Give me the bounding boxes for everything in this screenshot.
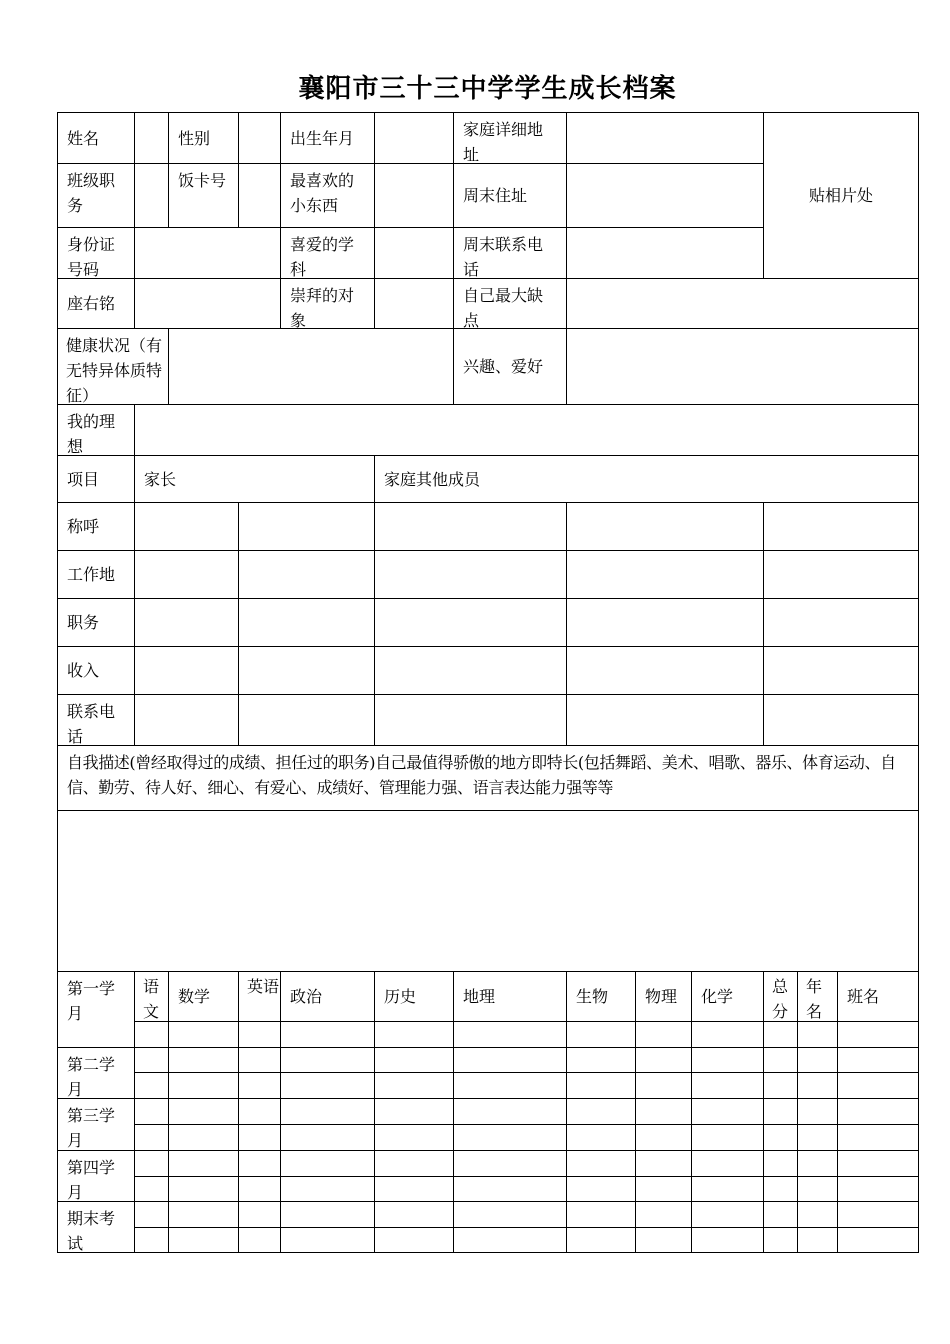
- id-number-label-text: 身份证号码: [67, 235, 116, 279]
- grade-cell[interactable]: [134, 1047, 169, 1073]
- grade-period-label-text: 第四学月: [67, 1158, 116, 1202]
- grade-cell[interactable]: [837, 1047, 919, 1073]
- favorite-subject-label-text: 喜爱的学科: [290, 235, 355, 279]
- grade-period-label: [57, 1201, 135, 1253]
- weekend-phone-label: [453, 227, 567, 279]
- family-row-label: [57, 598, 135, 647]
- birth-label: [280, 112, 375, 164]
- subject-header-text: 地理: [463, 987, 496, 1006]
- gender-label: [168, 112, 239, 164]
- grade-cell[interactable]: [566, 1047, 636, 1073]
- family-cell[interactable]: [238, 502, 375, 551]
- grade-cell[interactable]: [797, 1227, 838, 1253]
- gender-input[interactable]: [238, 112, 281, 164]
- subject-header-text: 语文: [143, 977, 160, 1021]
- ideal-label-text: 我的理想: [67, 412, 116, 456]
- health-label: [57, 328, 169, 405]
- grade-cell[interactable]: [374, 1098, 454, 1125]
- weakness-label: [453, 278, 567, 329]
- grade-cell[interactable]: [763, 1072, 798, 1099]
- grade-cell[interactable]: [280, 1047, 375, 1073]
- name-label-text: 姓名: [67, 128, 100, 148]
- hobby-label-text: 兴趣、爱好: [463, 357, 544, 376]
- grade-cell[interactable]: [797, 1072, 838, 1099]
- grade-cell[interactable]: [280, 1098, 375, 1125]
- grade-cell[interactable]: [238, 1176, 281, 1202]
- grade-cell[interactable]: [374, 1072, 454, 1099]
- family-row-label-text: 称呼: [67, 517, 100, 536]
- id-number-input[interactable]: [134, 227, 281, 279]
- family-cell[interactable]: [374, 646, 567, 695]
- grade-cell[interactable]: [168, 1124, 239, 1151]
- grade-cell[interactable]: [837, 1176, 919, 1202]
- family-parents-label-text: 家长: [144, 469, 177, 489]
- grade-cell[interactable]: [837, 1201, 919, 1228]
- weekend-address-input[interactable]: [566, 163, 764, 228]
- grade-cell[interactable]: [453, 1150, 567, 1177]
- grade-period-label-text: 期末考试: [67, 1209, 116, 1253]
- grade-cell[interactable]: [374, 1124, 454, 1151]
- grade-cell[interactable]: [168, 1047, 239, 1073]
- grade-cell[interactable]: [280, 1021, 375, 1048]
- grade-cell[interactable]: [280, 1124, 375, 1151]
- grade-cell[interactable]: [134, 1176, 169, 1202]
- subject-header-text: 总分: [772, 977, 789, 1021]
- meal-card-label-text: 饭卡号: [178, 171, 227, 190]
- family-cell[interactable]: [238, 550, 375, 599]
- family-cell[interactable]: [374, 598, 567, 647]
- meal-card-label: [168, 163, 239, 228]
- grade-cell[interactable]: [168, 1021, 239, 1048]
- subject-header: [837, 971, 919, 1022]
- subject-header: [566, 971, 636, 1022]
- health-input[interactable]: [168, 328, 454, 405]
- subject-header-text: 数学: [178, 987, 211, 1006]
- subject-header: [374, 971, 454, 1022]
- family-cell[interactable]: [763, 502, 919, 551]
- grade-cell[interactable]: [837, 1021, 919, 1048]
- grade-cell[interactable]: [134, 1150, 169, 1177]
- grade-cell[interactable]: [763, 1047, 798, 1073]
- family-cell[interactable]: [134, 694, 239, 746]
- grade-cell[interactable]: [691, 1176, 764, 1202]
- family-row-label: [57, 694, 135, 746]
- self-description-input[interactable]: [57, 810, 919, 972]
- grade-cell[interactable]: [566, 1227, 636, 1253]
- grade-cell[interactable]: [238, 1124, 281, 1151]
- grade-cell[interactable]: [168, 1098, 239, 1125]
- family-cell[interactable]: [238, 646, 375, 695]
- subject-header: [763, 971, 798, 1022]
- subject-header: [453, 971, 567, 1022]
- grade-period-label: [57, 1098, 135, 1151]
- weakness-input[interactable]: [566, 278, 919, 329]
- subject-header: [797, 971, 838, 1022]
- class-duty-label-text: 班级职务: [67, 171, 116, 215]
- grade-cell[interactable]: [837, 1098, 919, 1125]
- idol-label-text: 崇拜的对象: [290, 286, 355, 329]
- family-cell[interactable]: [566, 598, 764, 647]
- subject-header: [238, 971, 281, 1022]
- grade-cell[interactable]: [168, 1176, 239, 1202]
- favorite-thing-label: [280, 163, 375, 228]
- family-cell[interactable]: [134, 550, 239, 599]
- grade-cell[interactable]: [635, 1098, 692, 1125]
- grade-cell[interactable]: [238, 1201, 281, 1228]
- grade-cell[interactable]: [566, 1201, 636, 1228]
- family-cell[interactable]: [566, 694, 764, 746]
- grade-cell[interactable]: [168, 1072, 239, 1099]
- family-cell[interactable]: [566, 502, 764, 551]
- idol-label: [280, 278, 375, 329]
- grade-cell[interactable]: [238, 1072, 281, 1099]
- grade-cell[interactable]: [453, 1176, 567, 1202]
- subject-header: [635, 971, 692, 1022]
- grade-cell[interactable]: [566, 1124, 636, 1151]
- grade-cell[interactable]: [280, 1072, 375, 1099]
- birth-label-text: 出生年月: [290, 128, 355, 148]
- grade-cell[interactable]: [691, 1021, 764, 1048]
- grade-cell[interactable]: [635, 1124, 692, 1151]
- grade-cell[interactable]: [453, 1072, 567, 1099]
- grade-cell[interactable]: [238, 1047, 281, 1073]
- subject-header: [168, 971, 239, 1022]
- family-row-label: [57, 502, 135, 551]
- birth-input[interactable]: [374, 112, 454, 164]
- subject-header-text: 班名: [847, 987, 880, 1006]
- grade-cell[interactable]: [797, 1021, 838, 1048]
- grade-cell[interactable]: [691, 1150, 764, 1177]
- grade-cell[interactable]: [566, 1072, 636, 1099]
- grade-cell[interactable]: [134, 1072, 169, 1099]
- name-label: [57, 112, 135, 164]
- grade-cell[interactable]: [134, 1227, 169, 1253]
- grade-cell[interactable]: [635, 1201, 692, 1228]
- family-row-label-text: 职务: [67, 613, 100, 632]
- meal-card-input[interactable]: [238, 163, 281, 228]
- grade-cell[interactable]: [691, 1201, 764, 1228]
- grade-cell[interactable]: [763, 1201, 798, 1228]
- address-input[interactable]: [566, 112, 764, 164]
- grade-cell[interactable]: [453, 1124, 567, 1151]
- family-row-label-text: 工作地: [67, 565, 116, 584]
- grade-cell[interactable]: [134, 1124, 169, 1151]
- family-cell[interactable]: [134, 502, 239, 551]
- family-cell[interactable]: [566, 646, 764, 695]
- address-label: [453, 112, 567, 164]
- weekend-address-label-text: 周末住址: [463, 186, 528, 205]
- favorite-subject-input[interactable]: [374, 227, 454, 279]
- grade-cell[interactable]: [797, 1201, 838, 1228]
- grade-cell[interactable]: [635, 1021, 692, 1048]
- grade-period-label: [57, 971, 135, 1048]
- self-description-prompt: [57, 745, 919, 811]
- grade-cell[interactable]: [238, 1098, 281, 1125]
- subject-header-text: 政治: [290, 987, 323, 1006]
- grade-cell[interactable]: [238, 1227, 281, 1253]
- grade-cell[interactable]: [763, 1176, 798, 1202]
- grade-cell[interactable]: [280, 1150, 375, 1177]
- photo-area-text: 贴相片处: [808, 186, 873, 205]
- motto-label-text: 座右铭: [67, 294, 116, 313]
- grade-cell[interactable]: [566, 1098, 636, 1125]
- weakness-label-text: 自己最大缺点: [463, 286, 544, 329]
- grade-cell[interactable]: [797, 1150, 838, 1177]
- grade-cell[interactable]: [691, 1072, 764, 1099]
- grade-period-label-text: 第一学月: [67, 979, 116, 1023]
- grade-cell[interactable]: [635, 1150, 692, 1177]
- subject-header-text: 英语: [247, 977, 280, 996]
- grade-cell[interactable]: [635, 1227, 692, 1253]
- grade-cell[interactable]: [566, 1021, 636, 1048]
- subject-header-text: 生物: [576, 987, 609, 1006]
- page-title: 襄阳市三十三中学学生成长档案: [298, 74, 677, 104]
- subject-header-text: 历史: [384, 987, 417, 1006]
- grade-cell[interactable]: [374, 1201, 454, 1228]
- ideal-input[interactable]: [134, 404, 919, 456]
- grade-cell[interactable]: [374, 1021, 454, 1048]
- grade-cell[interactable]: [566, 1176, 636, 1202]
- family-cell[interactable]: [763, 646, 919, 695]
- family-cell[interactable]: [763, 694, 919, 746]
- class-duty-label: [57, 163, 135, 228]
- idol-input[interactable]: [374, 278, 454, 329]
- grade-cell[interactable]: [374, 1047, 454, 1073]
- family-row-label-text: 收入: [67, 661, 100, 680]
- grade-cell[interactable]: [168, 1201, 239, 1228]
- grade-cell[interactable]: [453, 1201, 567, 1228]
- grade-cell[interactable]: [797, 1098, 838, 1125]
- family-item-label-text: 项目: [67, 469, 100, 489]
- grade-cell[interactable]: [837, 1150, 919, 1177]
- subject-header-text: 化学: [701, 987, 734, 1006]
- address-label-text: 家庭详细地址: [463, 120, 544, 164]
- family-cell[interactable]: [238, 694, 375, 746]
- name-input[interactable]: [134, 112, 169, 164]
- grade-cell[interactable]: [763, 1098, 798, 1125]
- family-row-label-text: 联系电话: [67, 702, 116, 746]
- grade-period-label-text: 第三学月: [67, 1106, 116, 1150]
- family-parents-label: [134, 455, 375, 503]
- grade-cell[interactable]: [453, 1098, 567, 1125]
- motto-input[interactable]: [134, 278, 281, 329]
- id-number-label: [57, 227, 135, 279]
- weekend-phone-label-text: 周末联系电话: [463, 235, 544, 279]
- weekend-address-label: [453, 163, 567, 228]
- grade-cell[interactable]: [280, 1201, 375, 1228]
- class-duty-input[interactable]: [134, 163, 169, 228]
- grade-period-label: [57, 1047, 135, 1099]
- grade-cell[interactable]: [837, 1227, 919, 1253]
- grade-cell[interactable]: [280, 1227, 375, 1253]
- grade-cell[interactable]: [280, 1176, 375, 1202]
- grade-cell[interactable]: [374, 1176, 454, 1202]
- grade-cell[interactable]: [691, 1098, 764, 1125]
- grade-period-label: [57, 1150, 135, 1202]
- grade-cell[interactable]: [837, 1072, 919, 1099]
- subject-header-text: 年名: [806, 977, 823, 1021]
- subject-header: [691, 971, 764, 1022]
- grade-cell[interactable]: [238, 1150, 281, 1177]
- grade-cell[interactable]: [374, 1227, 454, 1253]
- grade-cell[interactable]: [453, 1227, 567, 1253]
- family-others-label: [374, 455, 919, 503]
- grade-cell[interactable]: [453, 1021, 567, 1048]
- grade-cell[interactable]: [635, 1047, 692, 1073]
- hobby-label: [453, 328, 567, 405]
- family-cell[interactable]: [374, 694, 567, 746]
- subject-header-text: 物理: [645, 987, 678, 1006]
- self-description-prompt-text: 自我描述(曾经取得过的成绩、担任过的职务)自己最值得骄傲的地方即特长(包括舞蹈、美术、唱歌、器乐、体育运动、自信、勤劳、待人好、细心、有爱心、成绩好、管理能力强、语言表达能力强等等: [67, 753, 896, 797]
- weekend-phone-input[interactable]: [566, 227, 764, 279]
- grade-cell[interactable]: [453, 1047, 567, 1073]
- grade-cell[interactable]: [168, 1227, 239, 1253]
- family-cell[interactable]: [238, 598, 375, 647]
- favorite-thing-label-text: 最喜欢的小东西: [290, 171, 355, 215]
- favorite-thing-input[interactable]: [374, 163, 454, 228]
- subject-header: [280, 971, 375, 1022]
- grade-cell[interactable]: [797, 1047, 838, 1073]
- grade-cell[interactable]: [566, 1150, 636, 1177]
- ideal-label: [57, 404, 135, 456]
- grade-cell[interactable]: [168, 1150, 239, 1177]
- family-cell[interactable]: [134, 598, 239, 647]
- grade-cell[interactable]: [691, 1124, 764, 1151]
- gender-label-text: 性别: [178, 128, 211, 148]
- grade-cell[interactable]: [763, 1124, 798, 1151]
- grade-cell[interactable]: [797, 1124, 838, 1151]
- grade-cell[interactable]: [763, 1227, 798, 1253]
- hobby-input[interactable]: [566, 328, 919, 405]
- family-row-label: [57, 646, 135, 695]
- grade-cell[interactable]: [691, 1227, 764, 1253]
- grade-cell[interactable]: [134, 1021, 169, 1048]
- favorite-subject-label: [280, 227, 375, 279]
- grade-cell[interactable]: [134, 1098, 169, 1125]
- grade-cell[interactable]: [797, 1176, 838, 1202]
- family-others-label-text: 家庭其他成员: [384, 469, 481, 489]
- health-label-text: 健康状况（有无特异体质特征）: [66, 336, 163, 405]
- grade-cell[interactable]: [691, 1047, 764, 1073]
- family-cell[interactable]: [763, 550, 919, 599]
- grade-cell[interactable]: [238, 1021, 281, 1048]
- grade-cell[interactable]: [635, 1072, 692, 1099]
- grade-cell[interactable]: [763, 1150, 798, 1177]
- family-row-label: [57, 550, 135, 599]
- family-cell[interactable]: [566, 550, 764, 599]
- grade-cell[interactable]: [134, 1201, 169, 1228]
- family-cell[interactable]: [763, 598, 919, 647]
- family-cell[interactable]: [134, 646, 239, 695]
- subject-header: [134, 971, 169, 1022]
- grade-period-label-text: 第二学月: [67, 1055, 116, 1099]
- grade-cell[interactable]: [763, 1021, 798, 1048]
- motto-label: [57, 278, 135, 329]
- grade-cell[interactable]: [374, 1150, 454, 1177]
- grade-cell[interactable]: [837, 1124, 919, 1151]
- photo-area[interactable]: [763, 112, 919, 279]
- family-cell[interactable]: [374, 502, 567, 551]
- family-cell[interactable]: [374, 550, 567, 599]
- grade-cell[interactable]: [635, 1176, 692, 1202]
- family-item-label: [57, 455, 135, 503]
